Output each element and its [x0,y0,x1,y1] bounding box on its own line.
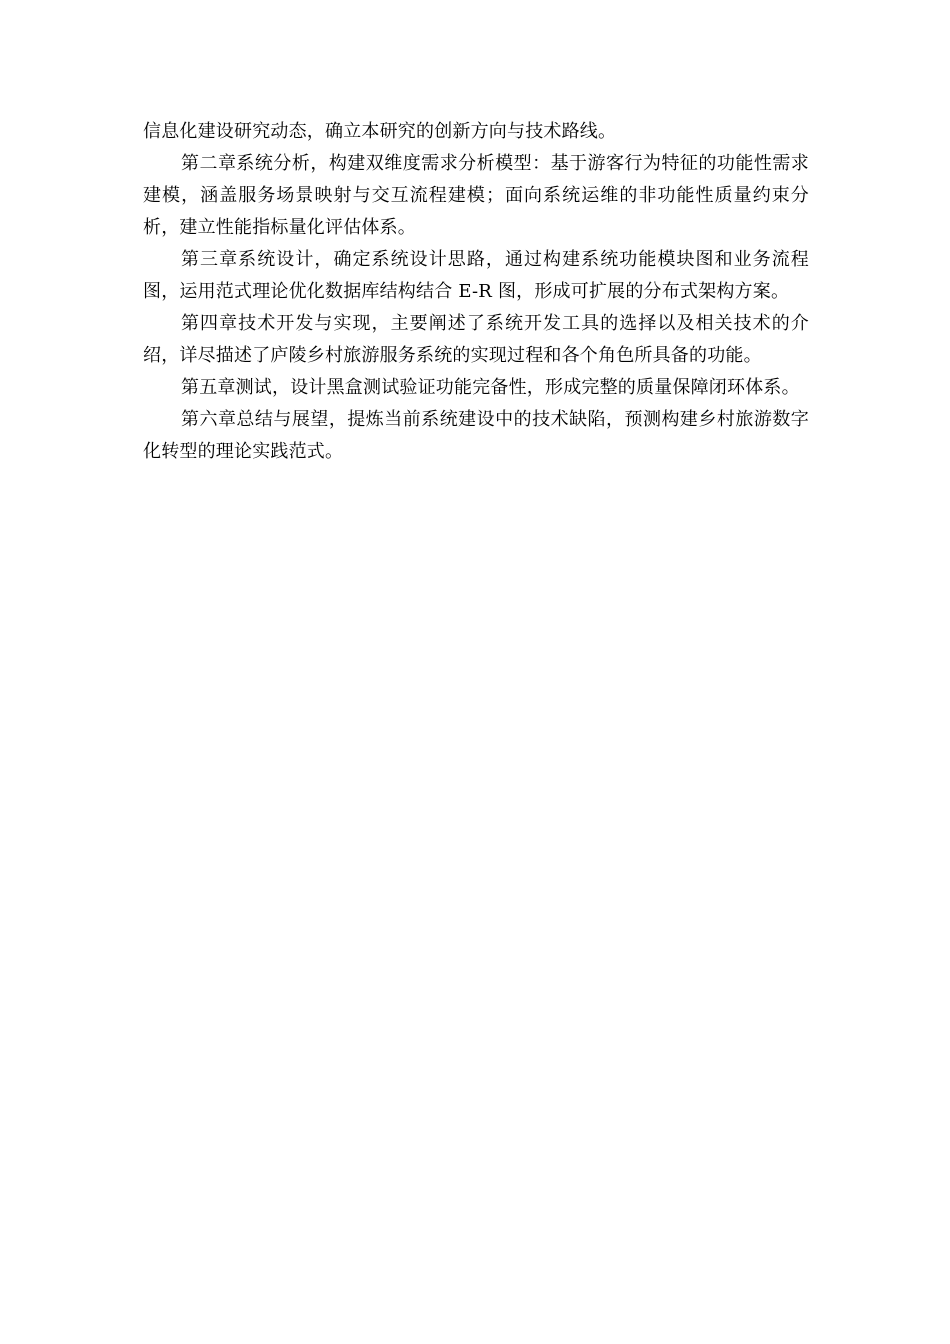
document-body [143,116,809,468]
paragraph-chapter-6: 第六章总结与展望，提炼当前系统建设中的技术缺陷，预测构建乡村旅游数字化转型的理论实践范式。 [143,409,809,462]
paragraph-continuation: 信息化建设研究动态，确立本研究的创新方向与技术路线。 [143,121,617,142]
paragraph-chapter-5: 第五章测试，设计黑盒测试验证功能完备性，形成完整的质量保障闭环体系。 [181,377,800,398]
paragraph-chapter-2: 第二章系统分析，构建双维度需求分析模型：基于游客行为特征的功能性需求建模，涵盖服务场景映射与交互流程建模；面向系统运维的非功能性质量约束分析，建立性能指标量化评估体系。 [143,153,809,238]
paragraph-chapter-4: 第四章技术开发与实现，主要阐述了系统开发工具的选择以及相关技术的介绍，详尽描述了庐陵乡村旅游服务系统的实现过程和各个角色所具备的功能。 [143,313,809,366]
paragraph-chapter-3: 第三章系统设计，确定系统设计思路，通过构建系统功能模块图和业务流程图，运用范式理论优化数据库结构结合 E-R 图，形成可扩展的分布式架构方案。 [143,249,809,302]
